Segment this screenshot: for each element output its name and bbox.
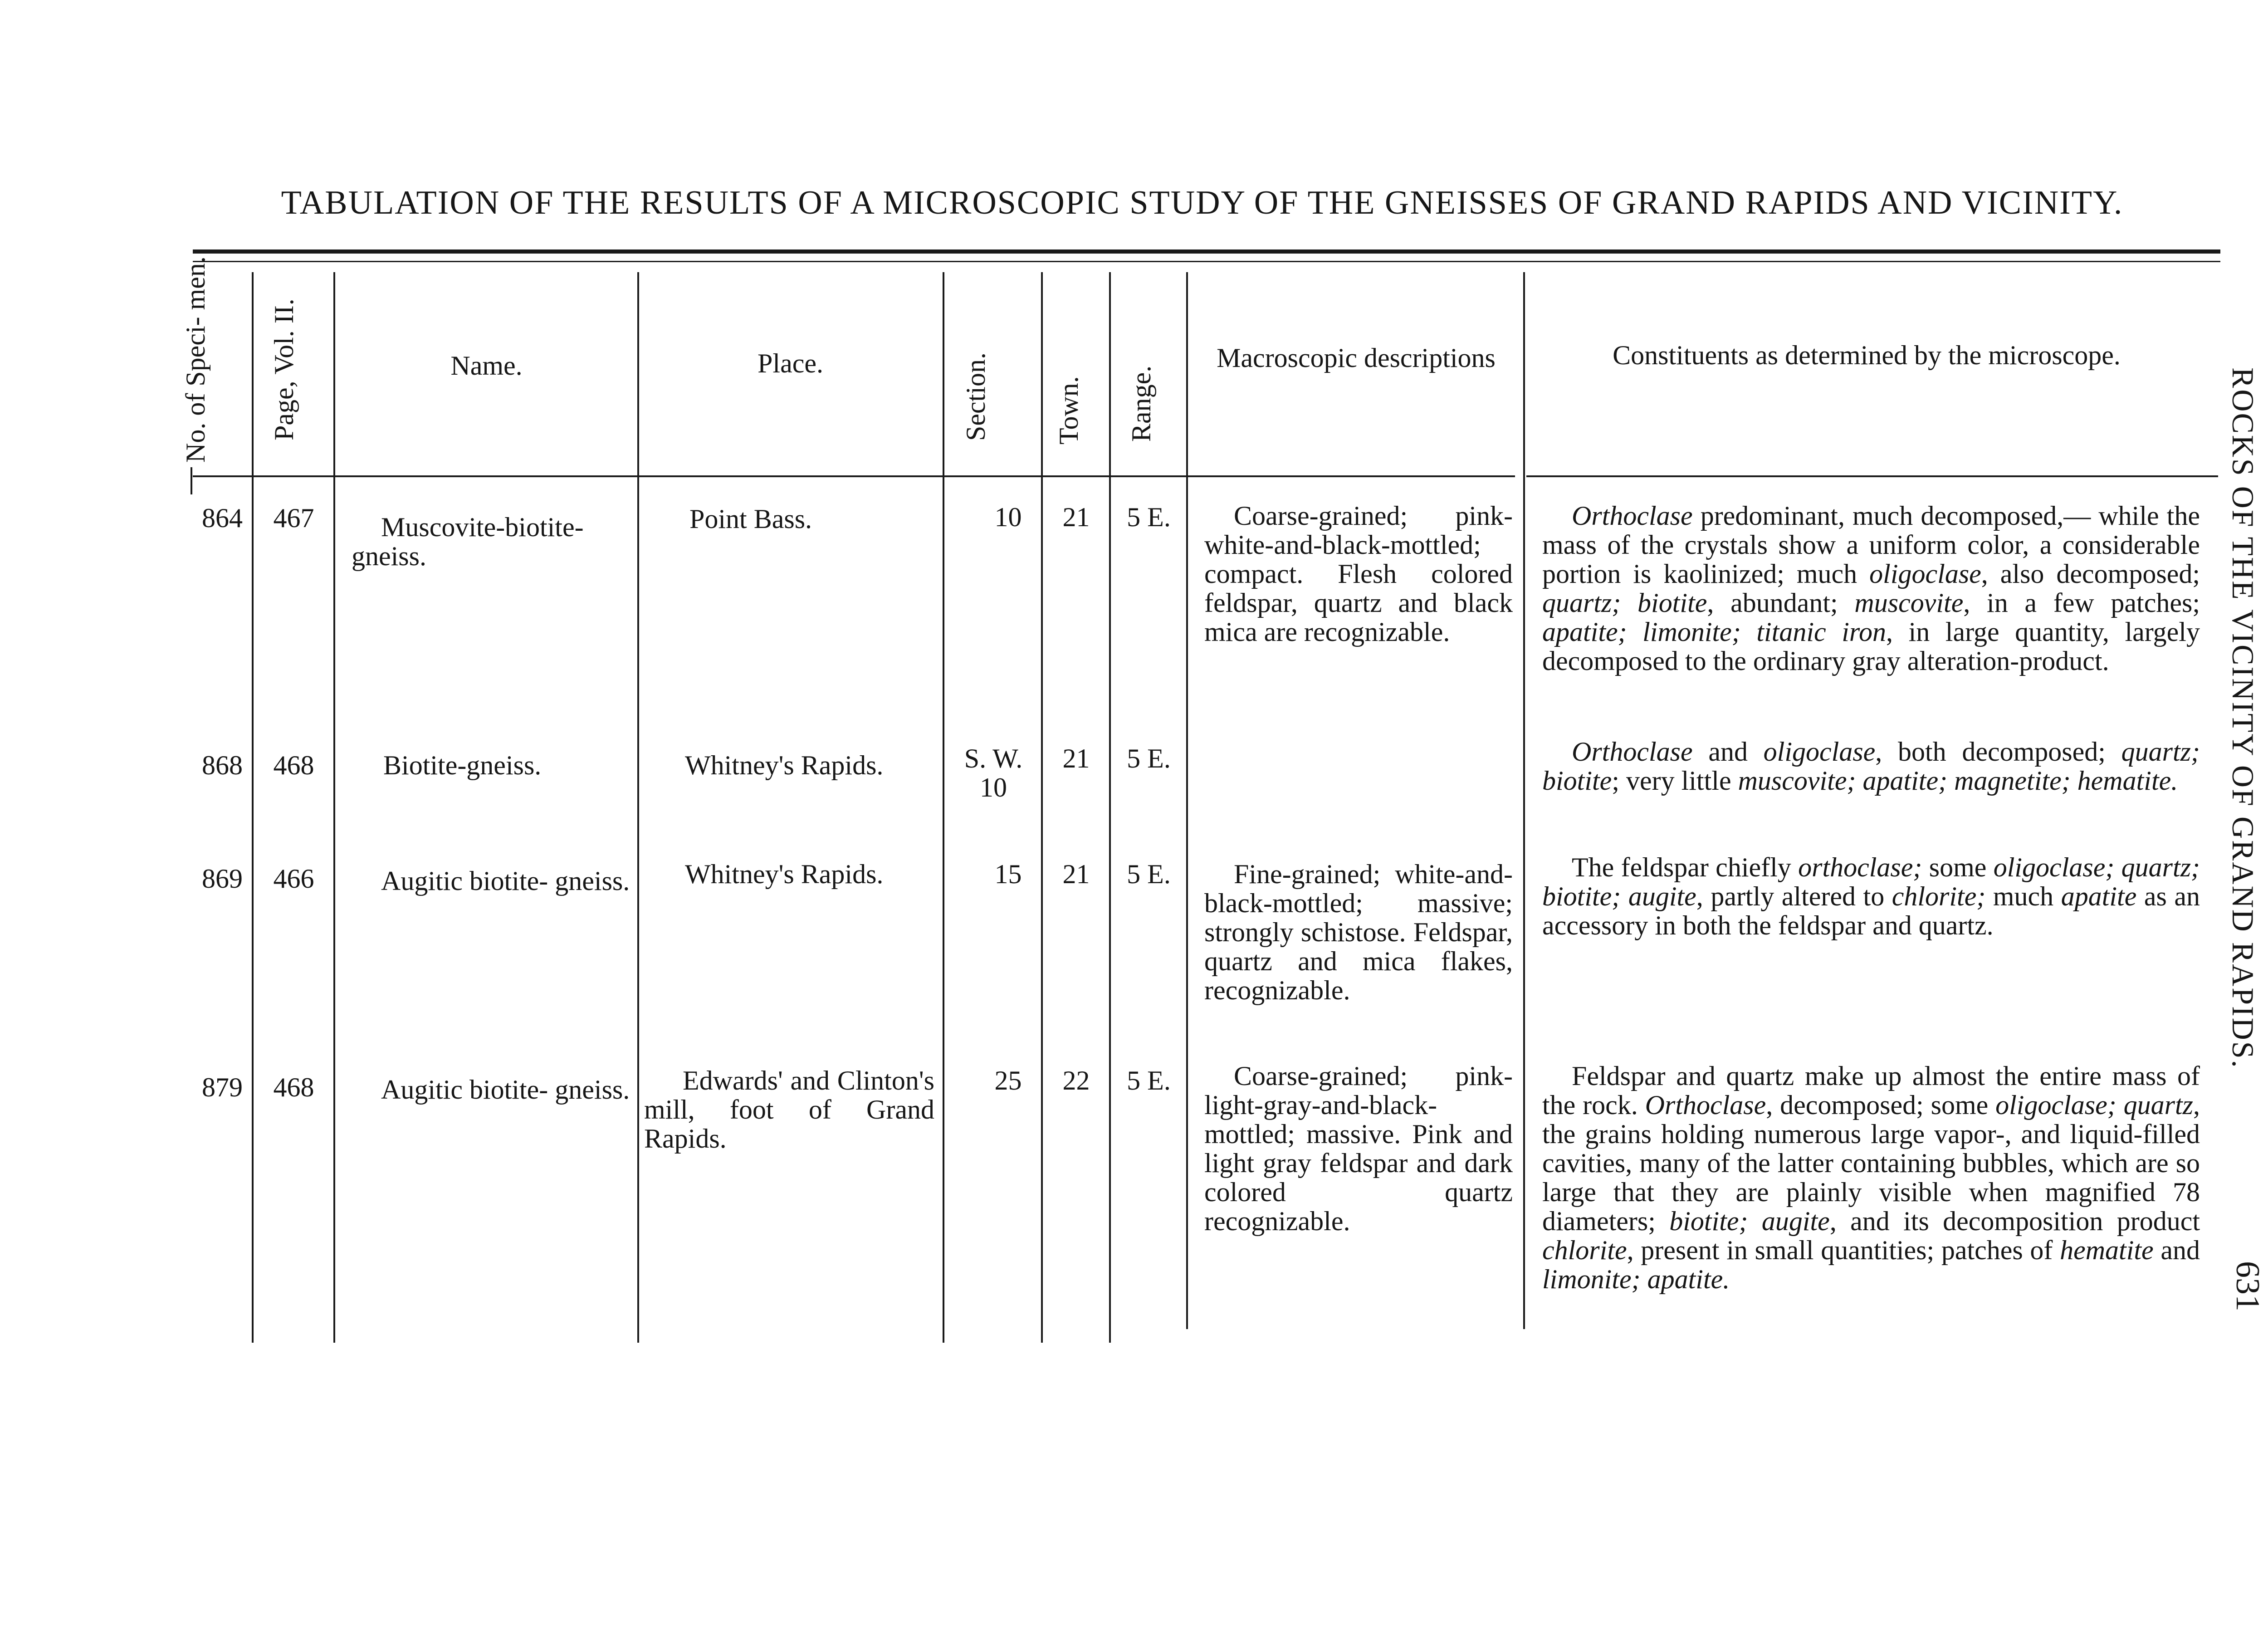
column-rule — [1109, 272, 1111, 1343]
header-name: Name. — [450, 351, 523, 381]
constituents — [1542, 737, 2200, 795]
column-rule — [637, 272, 639, 1343]
text: , both decomposed; — [1875, 737, 2121, 767]
mineral: oligoclase; quartz — [1995, 1090, 2193, 1120]
header-town — [1055, 363, 1100, 458]
specimen-number: 868 — [202, 750, 243, 780]
header-macro: Macroscopic descriptions — [1217, 343, 1496, 373]
text: , in large quantity, largely decomposed to the ordinary gray alteration-product. — [1542, 617, 2200, 676]
page-number: 631 — [2229, 1261, 2266, 1311]
specimen-number: 869 — [202, 864, 243, 894]
header-rule — [193, 475, 1515, 477]
range: 5 E. — [1127, 859, 1171, 889]
mineral: muscovite — [1854, 588, 1964, 618]
macro-description: Fine-grained; white-and-black-mottled; massive; strongly schistose. Feldspar, quartz and mica flakes, recognizable. — [1204, 859, 1513, 1005]
text: and — [2153, 1235, 2200, 1265]
text: , abundant; — [1707, 588, 1855, 618]
column-rule — [1041, 272, 1043, 1343]
running-head: ROCKS OF THE VICINITY OF GRAND RAPIDS. — [2226, 367, 2260, 1069]
column-rule — [333, 272, 335, 1343]
town: 21 — [1062, 502, 1090, 532]
column-rule — [252, 272, 254, 1343]
mineral: chlorite; — [1892, 881, 1986, 911]
constituents — [1542, 853, 2200, 940]
macro-description: Coarse-grained; pink-light-gray-and-black-mottled; massive. Pink and light gray feldspar and dark colored quartz recognizable. — [1204, 1061, 1513, 1236]
mineral: limonite; apatite. — [1542, 1264, 1730, 1294]
header-place: Place. — [758, 348, 823, 378]
range: 5 E. — [1127, 502, 1171, 532]
mineral: oligoclase — [1869, 559, 1981, 589]
page-number-cell: 468 — [273, 1072, 314, 1102]
mineral: orthoclase; — [1798, 852, 1929, 882]
text: ; very little — [1612, 766, 1738, 796]
page-title: TABULATION OF THE RESULTS OF A MICROSCOPIC STUDY OF THE GNEISSES OF GRAND RAPIDS AND VICINITY. — [281, 184, 2123, 221]
section: 25 — [994, 1066, 1022, 1095]
mineral: biotite; augite — [1669, 1206, 1830, 1236]
text: as an accessory in both the feldspar and quartz. — [1542, 881, 2200, 940]
column-rule — [943, 272, 944, 1343]
column-rule — [1186, 272, 1188, 1329]
header-range-text: Range. — [1126, 365, 1156, 442]
mineral: Orthoclase — [1572, 501, 1693, 531]
specimen-number: 879 — [202, 1072, 243, 1102]
section: S. W. 10 — [964, 743, 1023, 802]
mineral: quartz; biotite — [1542, 737, 2200, 796]
text: The feldspar chiefly — [1572, 852, 1799, 882]
header-specimen-text: No. of Speci- men. — [181, 256, 210, 463]
mineral: oligoclase; — [1993, 852, 2115, 882]
town: 21 — [1062, 743, 1090, 773]
mineral: Orthoclase — [1572, 737, 1693, 767]
header-section — [962, 336, 1021, 458]
column-rule — [191, 467, 192, 494]
header-page-text: Page, Vol. II. — [269, 298, 299, 441]
rock-name: Biotite-gneiss. — [383, 750, 542, 780]
mineral: oligoclase — [1763, 737, 1876, 767]
text: Feldspar and quartz make up almost the entire mass of the rock. — [1542, 1061, 2200, 1120]
mineral: muscovite; apatite; magnetite; hematite. — [1738, 766, 2178, 796]
top-rule-thin — [193, 261, 2220, 262]
range: 5 E. — [1127, 1066, 1171, 1095]
place: Edwards' and Clinton's mill, foot of Grand Rapids. — [644, 1066, 934, 1154]
text: , in a few patches; — [1963, 588, 2200, 618]
mineral: chlorite — [1542, 1235, 1627, 1265]
text: and — [1692, 737, 1764, 767]
header-constituents: Constituents as determined by the microscope. — [1613, 340, 2121, 370]
section: 10 — [994, 502, 1022, 532]
rock-name: Augitic biotite- gneiss. — [381, 866, 630, 896]
constituents — [1542, 501, 2200, 675]
header-page — [270, 277, 320, 463]
mineral: hematite — [2060, 1235, 2154, 1265]
header-rule — [1526, 475, 2218, 477]
specimen-number: 864 — [202, 503, 243, 533]
text: , decomposed; some — [1766, 1090, 1996, 1120]
mineral: apatite — [2061, 881, 2137, 911]
header-range — [1127, 349, 1173, 458]
mineral: apatite; limonite; titanic iron — [1542, 617, 1887, 647]
text: , also decomposed; — [1981, 559, 2200, 589]
mineral: quartz; biotite; augite — [1542, 852, 2200, 911]
text: , the grains holding numerous large vapor-, and liquid-filled cavities, many of the latter containing bubbles, which are so large that they are plainly visible when magnified 78 diameters; — [1542, 1090, 2200, 1236]
text: predominant, much decomposed,— while the mass of the crystals show a uniform color, a considerable portion is kaolinized; much — [1542, 501, 2200, 589]
column-rule — [1523, 272, 1525, 1329]
page-number-cell: 466 — [273, 864, 314, 894]
header-specimen — [181, 256, 247, 463]
place: Whitney's Rapids. — [685, 859, 884, 889]
page-number-cell: 467 — [273, 503, 314, 533]
text: much — [1985, 881, 2061, 911]
range: 5 E. — [1127, 743, 1171, 773]
place: Whitney's Rapids. — [685, 750, 884, 780]
header-section-text: Section. — [961, 352, 991, 441]
text: , present in small quantities; patches of — [1627, 1235, 2060, 1265]
text — [2114, 852, 2121, 882]
text: some — [1929, 852, 1994, 882]
town: 22 — [1062, 1066, 1090, 1095]
constituents — [1542, 1061, 2200, 1294]
rock-name: Muscovite-biotite- gneiss. — [352, 512, 584, 571]
section: 15 — [994, 859, 1022, 889]
page-number-cell: 468 — [273, 750, 314, 780]
mineral: Orthoclase — [1645, 1090, 1766, 1120]
header-town-text: Town. — [1054, 376, 1084, 445]
macro-description: Coarse-grained; pink-white-and-black-mottled; compact. Flesh colored feldspar, quartz and black mica are recognizable. — [1204, 501, 1513, 647]
text: , partly altered to — [1696, 881, 1892, 911]
rock-name: Augitic biotite- gneiss. — [381, 1075, 630, 1105]
place: Point Bass. — [689, 504, 812, 534]
text: , and its decomposition product — [1829, 1206, 2200, 1236]
top-rule-thick — [193, 249, 2220, 254]
mineral: quartz; biotite — [1542, 588, 1707, 618]
town: 21 — [1062, 859, 1090, 889]
